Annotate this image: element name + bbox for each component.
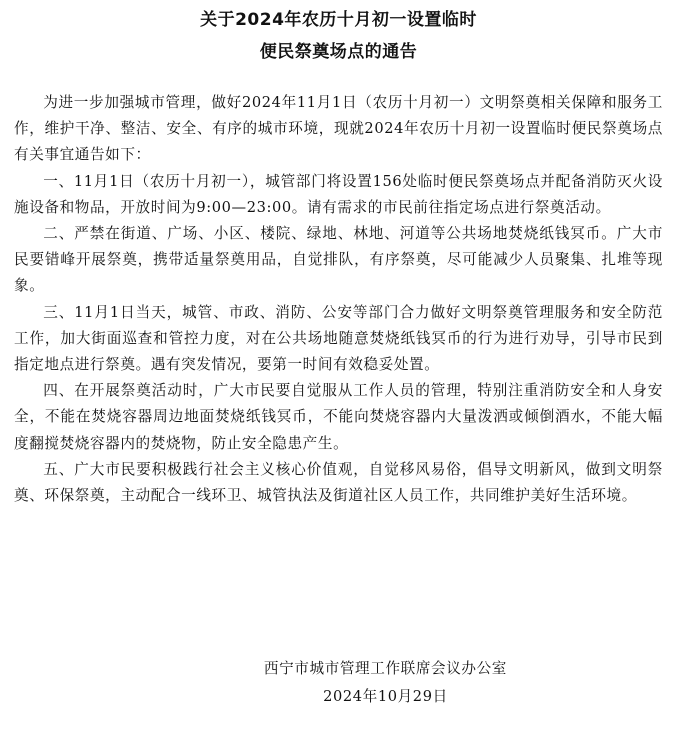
notice-title-line-1: 关于2024年农历十月初一设置临时: [200, 10, 477, 30]
item-4-paragraph: 四、在开展祭奠活动时，广大市民要自觉服从工作人员的管理，特别注重消防安全和人身安全，不能在焚烧容器周边地面焚烧纸钱冥币，不能向焚烧容器内大量泼洒或倾倒酒水，不能大幅度翻搅焚烧容器内的焚烧物，防止安全隐患产生。: [14, 382, 663, 452]
item-3-paragraph: 三、11月1日当天，城管、市政、消防、公安等部门合力做好文明祭奠管理服务和安全防范工作，加大街面巡查和管控力度，对在公共场地随意焚烧纸钱冥币的行为进行劝导，引导市民到指定地点进行祭奠。遇有突发情况，要第一时间有效稳妥处置。: [14, 303, 663, 374]
signature-block: [264, 655, 507, 711]
notice-title-line-2: 便民祭奠场点的通告: [259, 42, 418, 62]
item-5-paragraph: 五、广大市民要积极践行社会主义核心价值观，自觉移风易俗，倡导文明新风，做到文明祭奠、环保祭奠，主动配合一线环卫、城管执法及街道社区人员工作，共同维护美好生活环境。: [14, 460, 663, 505]
issuer-name: 西宁市城市管理工作联席会议办公室: [263, 660, 507, 677]
item-2-paragraph: 二、严禁在街道、广场、小区、楼院、绿地、林地、河道等公共场地焚烧纸钱冥币。广大市民要错峰开展祭奠，携带适量祭奠用品，自觉排队，有序祭奠，尽可能减少人员聚集、扎堆等现象。: [14, 225, 663, 295]
notice-title: [14, 4, 663, 68]
issue-date: 2024年10月29日: [323, 688, 448, 705]
item-1-paragraph: 一、11月1日（农历十月初一），城管部门将设置156处临时便民祭奠场点并配备消防灭火设施设备和物品，开放时间为9:00—23:00。请有需求的市民前往指定场点进行祭奠活动。: [14, 172, 663, 216]
intro-paragraph: 为进一步加强城市管理，做好2024年11月1日（农历十月初一）文明祭奠相关保障和服务工作，维护干净、整洁、安全、有序的城市环境，现就2024年农历十月初一设置临时便民祭奠场点有关事宜通告如下：: [14, 94, 663, 164]
notice-body: [14, 90, 663, 509]
